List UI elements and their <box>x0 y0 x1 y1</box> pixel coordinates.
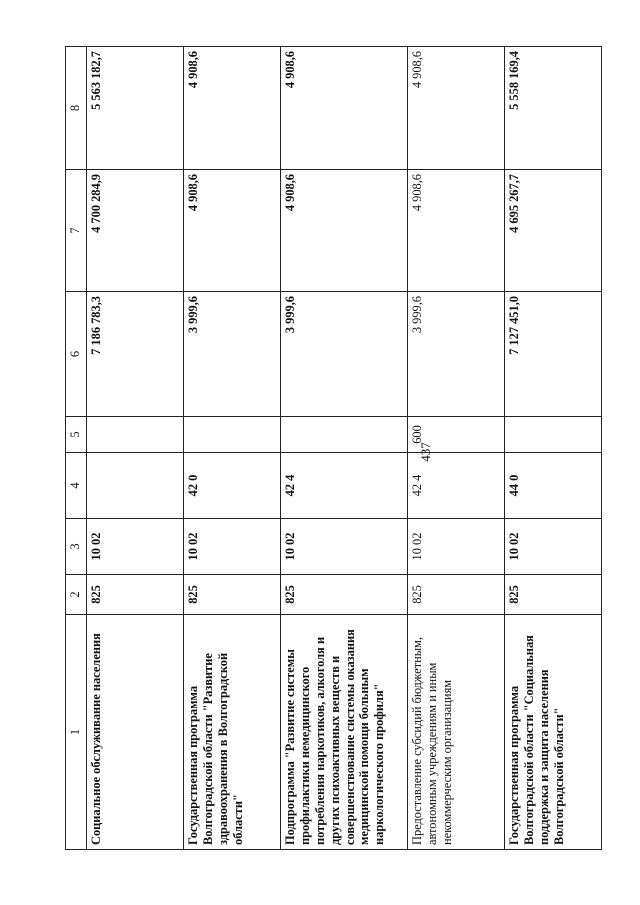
cell-section-code: 10 02 <box>505 519 602 575</box>
cell-expense-type <box>505 417 602 453</box>
cell-amount-6: 3 999,6 <box>184 292 281 417</box>
cell-amount-6: 3 999,6 <box>281 292 408 417</box>
row-name: Государственная программа Волгоградской области "Развитие здравоохранения в Волгоградской области" <box>184 615 281 850</box>
column-header: 1 <box>66 615 87 850</box>
table-row <box>281 47 408 850</box>
row-name: Подпрограмма "Развитие системы профилактики немедицинского потребления наркотиков, алкоголя и других психоактивных веществ и совершенствование системы оказания медицинской помощи больным наркологического профиля" <box>281 615 408 850</box>
cell-amount-7: 4 908,6 <box>408 170 505 292</box>
rotated-table-container <box>65 47 586 850</box>
cell-amount-8: 5 563 182,7 <box>87 47 184 170</box>
cell-amount-8: 4 908,6 <box>184 47 281 170</box>
row-name: Предоставление субсидий бюджетным, автономным учреждениям и иным некоммерческим организациям <box>408 615 505 850</box>
cell-amount-7: 4 700 284,9 <box>87 170 184 292</box>
cell-section-code: 10 02 <box>184 519 281 575</box>
row-name: Социальное обслуживание населения <box>87 615 184 850</box>
cell-amount-6: 7 127 451,0 <box>505 292 602 417</box>
column-header: 8 <box>66 47 87 170</box>
cell-section-code: 10 02 <box>87 519 184 575</box>
column-header: 4 <box>66 453 87 519</box>
cell-program-code <box>87 453 184 519</box>
cell-ministry-code: 825 <box>408 575 505 615</box>
cell-expense-type <box>184 417 281 453</box>
table-row <box>505 47 602 850</box>
cell-amount-7: 4 695 267,7 <box>505 170 602 292</box>
cell-expense-type <box>87 417 184 453</box>
column-header: 7 <box>66 170 87 292</box>
cell-ministry-code: 825 <box>87 575 184 615</box>
cell-program-code: 42 4 <box>281 453 408 519</box>
cell-program-code: 42 4 <box>408 453 505 519</box>
cell-amount-8: 4 908,6 <box>408 47 505 170</box>
column-header: 2 <box>66 575 87 615</box>
row-name: Государственная программа Волгоградской области "Социальная поддержка и защита населения Волгоградской области" <box>505 615 602 850</box>
cell-expense-type: 600 <box>408 417 505 453</box>
cell-amount-7: 4 908,6 <box>184 170 281 292</box>
budget-table <box>65 46 602 850</box>
cell-amount-7: 4 908,6 <box>281 170 408 292</box>
table-header-row <box>66 47 87 850</box>
column-header: 5 <box>66 417 87 453</box>
table-row <box>408 47 505 850</box>
table-row <box>87 47 184 850</box>
cell-amount-6: 3 999,6 <box>408 292 505 417</box>
column-header: 6 <box>66 292 87 417</box>
cell-section-code: 10 02 <box>408 519 505 575</box>
column-header: 3 <box>66 519 87 575</box>
cell-ministry-code: 825 <box>184 575 281 615</box>
cell-section-code: 10 02 <box>281 519 408 575</box>
cell-amount-8: 4 908,6 <box>281 47 408 170</box>
table-row <box>184 47 281 850</box>
cell-expense-type <box>281 417 408 453</box>
cell-amount-6: 7 186 783,3 <box>87 292 184 417</box>
cell-amount-8: 5 558 169,4 <box>505 47 602 170</box>
cell-program-code: 42 0 <box>184 453 281 519</box>
cell-ministry-code: 825 <box>505 575 602 615</box>
page-number: 437 <box>418 442 433 462</box>
cell-ministry-code: 825 <box>281 575 408 615</box>
cell-program-code: 44 0 <box>505 453 602 519</box>
